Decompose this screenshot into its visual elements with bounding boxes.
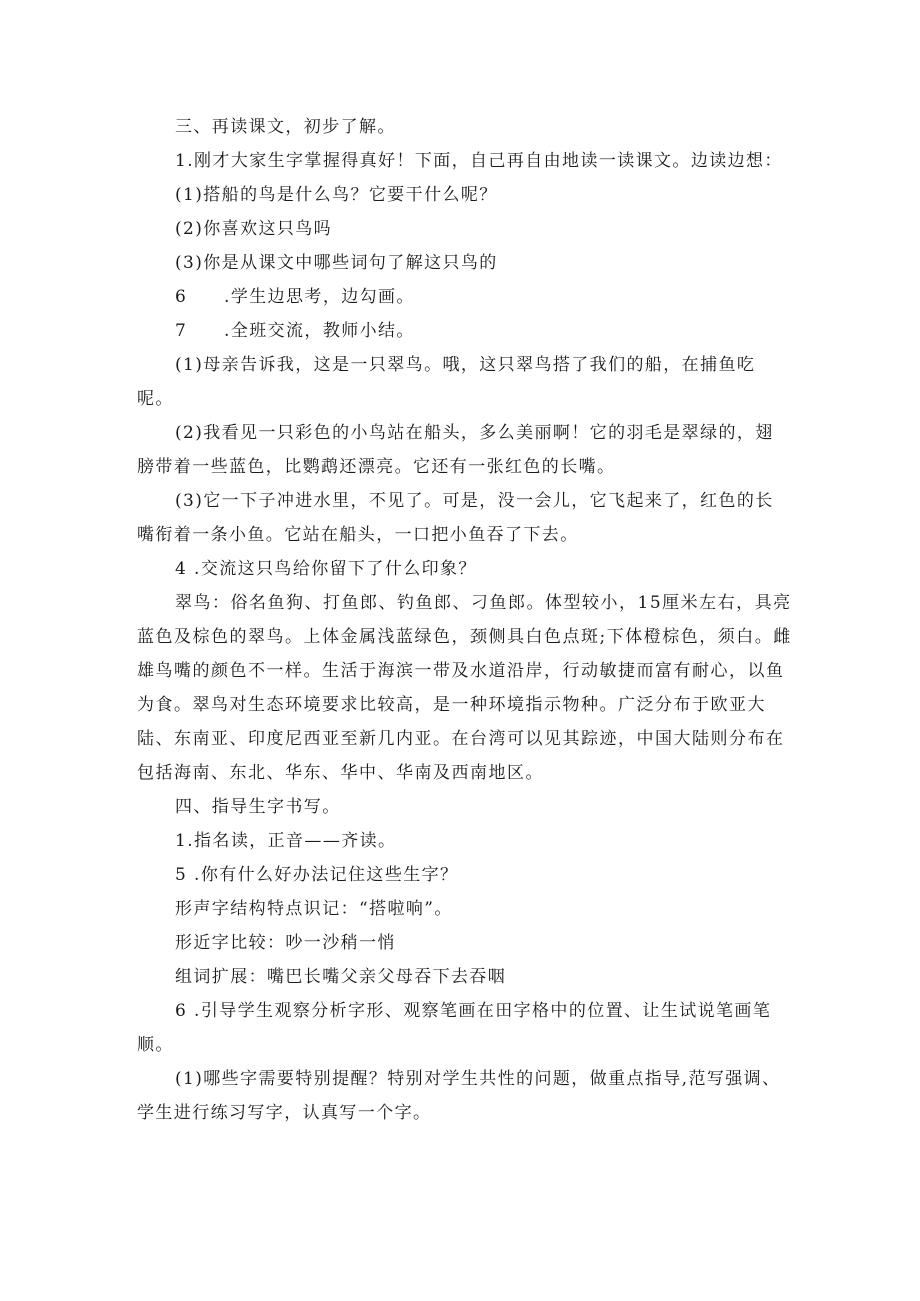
summary-point-1: (1)母亲告诉我，这是一只翠鸟。哦，这只翠鸟搭了我们的船，在捕鱼吃呢。	[137, 355, 756, 409]
section-heading-reread: 三、再读课文，初步了解。	[175, 117, 396, 137]
document-body	[137, 110, 792, 1130]
step-4-impression: 4 .交流这只鸟给你留下了什么印象？	[175, 559, 477, 579]
summary-point-2: (2)我看见一只彩色的小鸟站在船头，多么美丽啊！它的羽毛是翠绿的，翅膀带着一些蓝色，比鹦鹉还漂亮。它还有一张红色的长嘴。	[137, 423, 774, 477]
question-1: (1)搭船的鸟是什么鸟？它要干什么呢？	[175, 185, 498, 205]
method-word-building: 组词扩展：嘴巴长嘴父亲父母吞下去吞咽	[175, 967, 507, 987]
instruction-read-again: 1.刚才大家生字掌握得真好！下面，自己再自由地读一读课文。边读边想：	[175, 151, 783, 171]
writing-point-1: (1)哪些字需要特别提醒？特别对学生共性的问题，做重点指导,范写强调、学生进行练习写字，认真写一个字。	[137, 1069, 781, 1123]
summary-point-3: (3)它一下子冲进水里，不见了。可是，没一会儿，它飞起来了，红色的长嘴衔着一条小鱼。它站在船头，一口把小鱼吞了下去。	[137, 491, 774, 545]
writing-step-6: 6 .引导学生观察分析字形、观察笔画在田字格中的位置、让生试说笔画笔顺。	[137, 1001, 772, 1055]
step-6-think: 6 .学生边思考，边勾画。	[175, 287, 415, 307]
question-3: (3)你是从课文中哪些词句了解这只鸟的	[175, 253, 498, 273]
method-similar-chars: 形近字比较：吵一沙稍一悄	[175, 933, 396, 953]
method-phonetic: 形声字结构特点识记：“搭啦响”。	[175, 899, 453, 919]
writing-step-1: 1.指名读，正音——齐读。	[175, 831, 397, 851]
kingfisher-description: 翠鸟：俗名鱼狗、打鱼郎、钓鱼郎、刁鱼郎。体型较小，15厘米左右，具亮蓝色及棕色的翠鸟。上体金属浅蓝绿色，颈侧具白色点斑;下体橙棕色，须白。雌雄鸟嘴的颜色不一样。生活于海滨一带及水道沿岸，行动敏捷而富有耐心，以鱼为食。翠鸟对生态环境要求比较高，是一种环境指示物种。广泛分布于欧亚大陆、东南亚、印度尼西亚至新几内亚。在台湾可以见其踪迹，中国大陆则分布在包括海南、东北、华东、华中、华南及西南地区。	[137, 593, 792, 783]
question-2: (2)你喜欢这只鸟吗	[175, 219, 333, 239]
writing-step-5: 5 .你有什么好办法记住这些生字？	[175, 865, 459, 885]
step-7-share: 7 .全班交流，教师小结。	[175, 321, 415, 341]
section-heading-writing: 四、指导生字书写。	[175, 797, 341, 817]
